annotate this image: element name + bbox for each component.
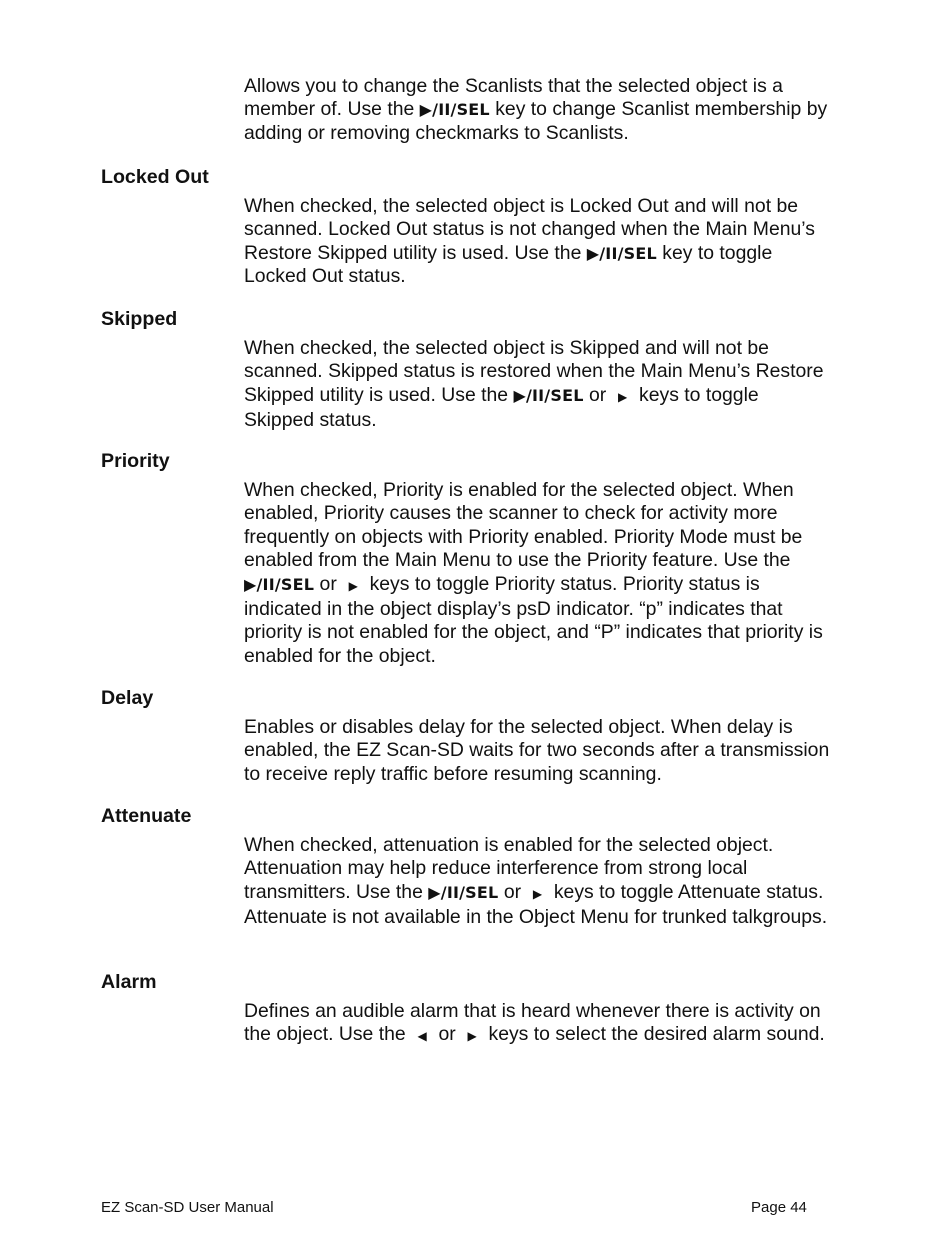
text-run: keys to toggle Priority status. Priority status is indicated in the object display’s psD indicator. “p” indicates that priority is not enabled for the object, and “P” indicates that priority is enabled for the object. <box>244 572 823 667</box>
text-run: When checked, the selected object is Locked Out and will not be scanned. Locked Out status is not changed when the Main Menu’s Restore Skipped utility is used. Use the <box>244 195 815 264</box>
play-sel-key-icon: ▶/II/SEL <box>244 574 315 594</box>
skipped-description <box>244 337 834 433</box>
footer-page-number: Page 44 <box>751 1199 807 1216</box>
play-sel-key-icon: ▶/II/SEL <box>513 385 584 405</box>
play-sel-key-icon: ▶/II/SEL <box>419 100 490 120</box>
text-run: When checked, attenuation is enabled for the selected object. Attenuation may help reduce interference from strong local transmitters. Use the <box>244 834 774 903</box>
play-sel-key-icon: ▶/II/SEL <box>428 882 499 902</box>
locked-out-heading: Locked Out <box>101 166 209 188</box>
priority-description <box>244 479 834 668</box>
text-run: or <box>314 572 343 595</box>
text-run: Defines an audible alarm that is heard whenever there is activity on the object. Use the <box>244 1000 821 1046</box>
text-run: key to change Scanlist membership by adding or removing checkmarks to Scanlists. <box>244 98 828 144</box>
text-run: or <box>583 383 612 406</box>
right-arrow-key-icon: ▶ <box>532 886 543 901</box>
footer-manual-title: EZ Scan-SD User Manual <box>101 1199 274 1216</box>
text-run: keys to toggle Skipped status. <box>244 383 759 432</box>
right-arrow-key-icon: ▶ <box>348 578 358 593</box>
text-run: Allows you to change the Scanlists that the selected object is a member of. Use the <box>244 75 783 121</box>
scanlists-description <box>244 75 834 145</box>
text-run: When checked, the selected object is Skipped and will not be scanned. Skipped status is restored when the Main Menu’s Restore Skipped utility is used. Use the <box>244 337 824 406</box>
text-run: keys to toggle Attenuate status. Attenuate is not available in the Object Menu for trunked talkgroups. <box>244 880 828 929</box>
text-run: key to toggle Locked Out status. <box>244 241 773 288</box>
right-arrow-key-icon: ▶ <box>467 1029 477 1044</box>
text-run: or <box>498 880 527 903</box>
right-arrow-key-icon: ▶ <box>618 389 628 404</box>
locked-out-description <box>244 195 834 289</box>
left-arrow-key-icon: ◀ <box>417 1029 427 1044</box>
delay-heading: Delay <box>101 687 154 709</box>
delay-description: Enables or disables delay for the selected object. When delay is enabled, the EZ Scan-SD waits for two seconds after a transmission to receive reply traffic before resuming scanning. <box>244 716 830 785</box>
play-sel-key-icon: ▶/II/SEL <box>586 243 657 263</box>
attenuate-description <box>244 834 834 930</box>
attenuate-heading: Attenuate <box>101 805 192 827</box>
skipped-heading: Skipped <box>101 308 178 330</box>
alarm-heading: Alarm <box>101 971 157 993</box>
priority-heading: Priority <box>101 450 170 472</box>
alarm-description <box>244 1000 834 1049</box>
text-run: keys to select the desired alarm sound. <box>483 1023 825 1046</box>
text-run: When checked, Priority is enabled for the selected object. When enabled, Priority causes the scanner to check for activity more frequently on objects with Priority enabled. Priority Mode must be enabled from the Main Menu to use the Priority feature. Use the <box>244 479 803 572</box>
text-run: or <box>433 1023 462 1046</box>
